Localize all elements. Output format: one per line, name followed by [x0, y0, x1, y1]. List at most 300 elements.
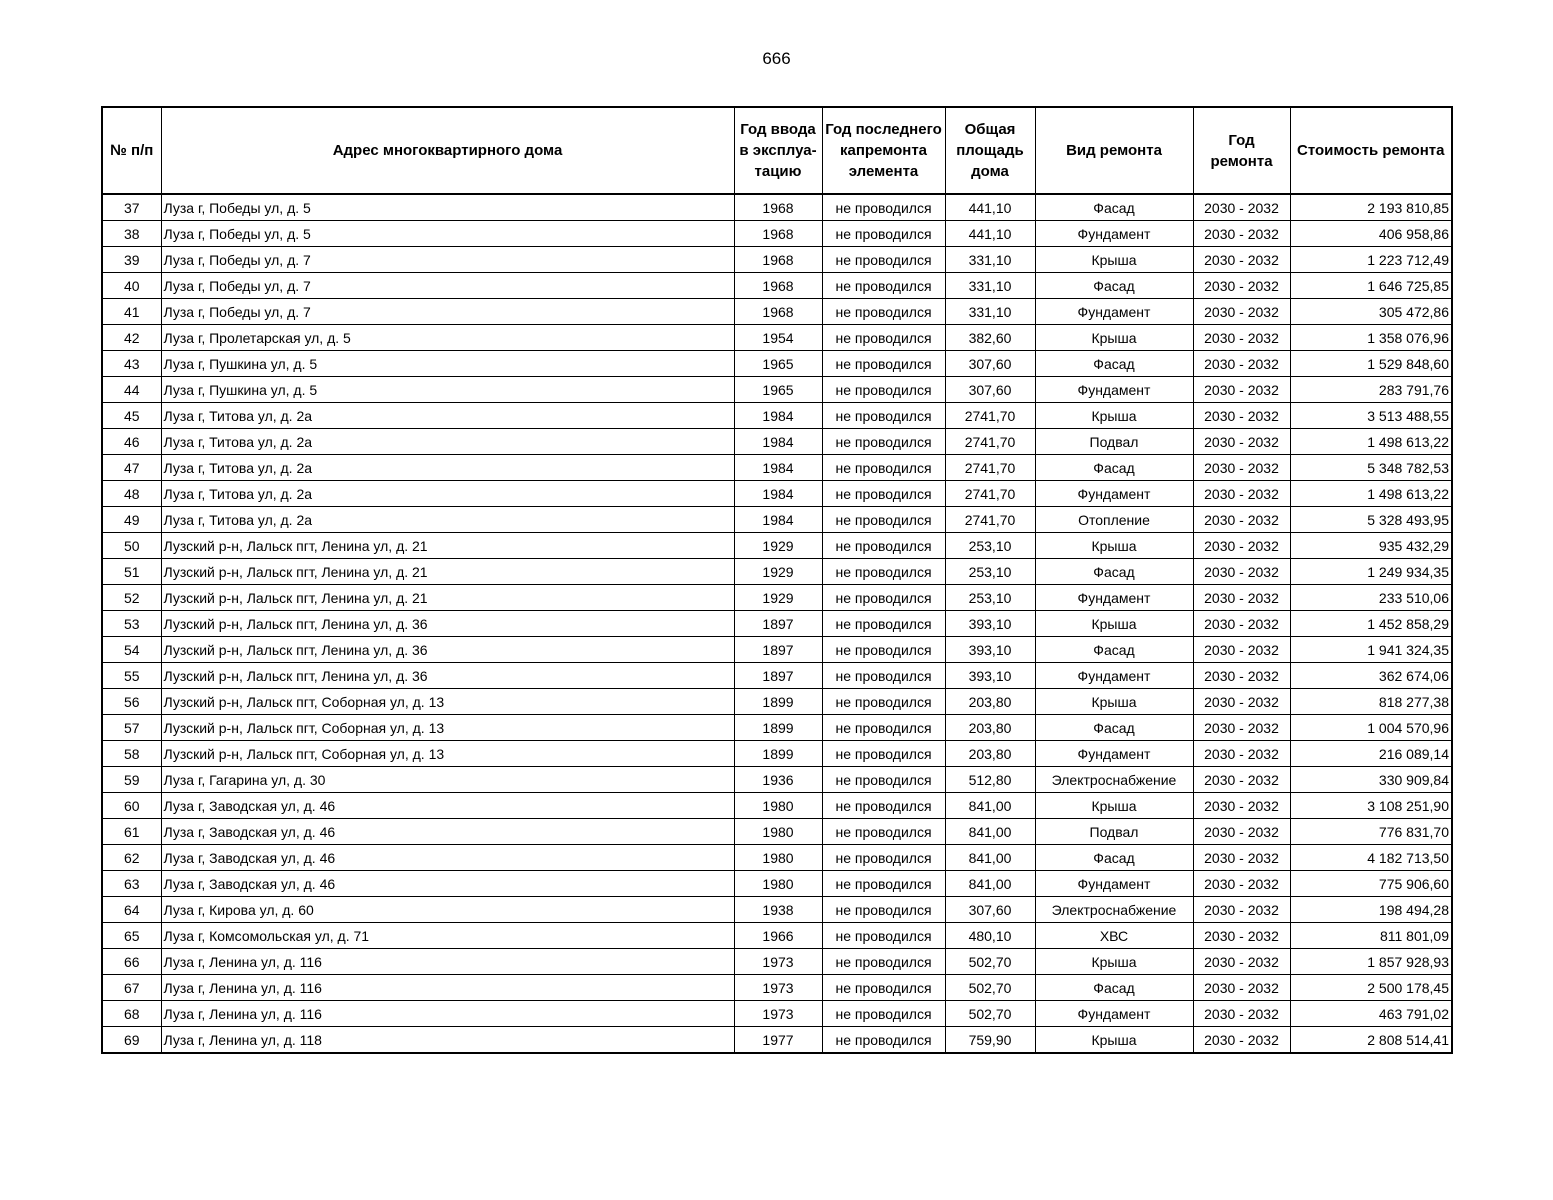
cell-area: 203,80 [945, 715, 1035, 741]
cell-year-built: 1968 [734, 221, 822, 247]
table-row [102, 273, 1452, 299]
cell-num: 39 [102, 247, 161, 273]
cell-repair-type: Фасад [1035, 845, 1193, 871]
cell-last-repair: не проводился [822, 741, 945, 767]
cell-address: Луза г, Победы ул, д. 5 [161, 221, 734, 247]
cell-last-repair: не проводился [822, 507, 945, 533]
cell-repair-type: Крыша [1035, 325, 1193, 351]
cell-last-repair: не проводился [822, 403, 945, 429]
cell-cost: 5 348 782,53 [1290, 455, 1452, 481]
cell-cost: 3 108 251,90 [1290, 793, 1452, 819]
cell-num: 49 [102, 507, 161, 533]
cell-year-built: 1954 [734, 325, 822, 351]
cell-last-repair: не проводился [822, 533, 945, 559]
table-row [102, 897, 1452, 923]
cell-cost: 305 472,86 [1290, 299, 1452, 325]
cell-last-repair: не проводился [822, 793, 945, 819]
cell-address: Луза г, Заводская ул, д. 46 [161, 793, 734, 819]
cell-area: 502,70 [945, 949, 1035, 975]
cell-num: 61 [102, 819, 161, 845]
cell-repair-year: 2030 - 2032 [1193, 689, 1290, 715]
table-row [102, 403, 1452, 429]
cell-address: Лузский р-н, Лальск пгт, Соборная ул, д. 13 [161, 741, 734, 767]
cell-year-built: 1968 [734, 273, 822, 299]
table-row [102, 325, 1452, 351]
cell-repair-type: Крыша [1035, 247, 1193, 273]
cell-year-built: 1899 [734, 689, 822, 715]
cell-repair-year: 2030 - 2032 [1193, 897, 1290, 923]
cell-address: Лузский р-н, Лальск пгт, Ленина ул, д. 36 [161, 663, 734, 689]
cell-year-built: 1897 [734, 637, 822, 663]
cell-last-repair: не проводился [822, 299, 945, 325]
cell-cost: 1 249 934,35 [1290, 559, 1452, 585]
cell-address: Луза г, Комсомольская ул, д. 71 [161, 923, 734, 949]
cell-repair-year: 2030 - 2032 [1193, 923, 1290, 949]
table-row [102, 949, 1452, 975]
table-row [102, 1027, 1452, 1054]
cell-address: Луза г, Победы ул, д. 7 [161, 247, 734, 273]
cell-address: Лузский р-н, Лальск пгт, Соборная ул, д. 13 [161, 689, 734, 715]
cell-repair-year: 2030 - 2032 [1193, 351, 1290, 377]
cell-repair-year: 2030 - 2032 [1193, 403, 1290, 429]
cell-num: 58 [102, 741, 161, 767]
cell-repair-type: Фасад [1035, 194, 1193, 221]
cell-year-built: 1980 [734, 845, 822, 871]
cell-num: 67 [102, 975, 161, 1001]
cell-address: Луза г, Заводская ул, д. 46 [161, 871, 734, 897]
cell-repair-year: 2030 - 2032 [1193, 247, 1290, 273]
cell-year-built: 1899 [734, 741, 822, 767]
cell-last-repair: не проводился [822, 429, 945, 455]
cell-last-repair: не проводился [822, 949, 945, 975]
cell-num: 42 [102, 325, 161, 351]
cell-area: 502,70 [945, 975, 1035, 1001]
cell-num: 46 [102, 429, 161, 455]
cell-last-repair: не проводился [822, 819, 945, 845]
cell-repair-type: Крыша [1035, 611, 1193, 637]
header-row [102, 107, 1452, 194]
cell-area: 841,00 [945, 845, 1035, 871]
header-repair-type: Вид ремонта [1035, 107, 1193, 194]
cell-repair-year: 2030 - 2032 [1193, 585, 1290, 611]
cell-cost: 1 223 712,49 [1290, 247, 1452, 273]
cell-address: Луза г, Победы ул, д. 7 [161, 273, 734, 299]
cell-cost: 2 808 514,41 [1290, 1027, 1452, 1054]
cell-cost: 463 791,02 [1290, 1001, 1452, 1027]
cell-num: 68 [102, 1001, 161, 1027]
cell-repair-type: Крыша [1035, 689, 1193, 715]
cell-year-built: 1973 [734, 949, 822, 975]
cell-repair-type: Фундамент [1035, 1001, 1193, 1027]
cell-repair-year: 2030 - 2032 [1193, 1001, 1290, 1027]
cell-cost: 216 089,14 [1290, 741, 1452, 767]
cell-repair-year: 2030 - 2032 [1193, 819, 1290, 845]
cell-repair-type: Фундамент [1035, 585, 1193, 611]
cell-address: Лузский р-н, Лальск пгт, Ленина ул, д. 36 [161, 637, 734, 663]
table-row [102, 585, 1452, 611]
cell-repair-year: 2030 - 2032 [1193, 663, 1290, 689]
cell-cost: 775 906,60 [1290, 871, 1452, 897]
cell-cost: 283 791,76 [1290, 377, 1452, 403]
header-area: Общая площадь дома [945, 107, 1035, 194]
cell-last-repair: не проводился [822, 221, 945, 247]
cell-repair-type: Фундамент [1035, 221, 1193, 247]
cell-repair-year: 2030 - 2032 [1193, 325, 1290, 351]
cell-last-repair: не проводился [822, 975, 945, 1001]
cell-repair-type: Подвал [1035, 429, 1193, 455]
cell-cost: 4 182 713,50 [1290, 845, 1452, 871]
cell-year-built: 1984 [734, 507, 822, 533]
cell-num: 55 [102, 663, 161, 689]
cell-repair-type: Фундамент [1035, 481, 1193, 507]
table-row [102, 767, 1452, 793]
cell-repair-year: 2030 - 2032 [1193, 455, 1290, 481]
cell-address: Луза г, Заводская ул, д. 46 [161, 845, 734, 871]
cell-repair-type: Фундамент [1035, 299, 1193, 325]
table-row [102, 845, 1452, 871]
cell-year-built: 1980 [734, 819, 822, 845]
cell-repair-year: 2030 - 2032 [1193, 949, 1290, 975]
header-repair-year: Год ремонта [1193, 107, 1290, 194]
cell-repair-type: Крыша [1035, 403, 1193, 429]
cell-cost: 1 498 613,22 [1290, 481, 1452, 507]
cell-repair-year: 2030 - 2032 [1193, 273, 1290, 299]
cell-repair-year: 2030 - 2032 [1193, 194, 1290, 221]
header-num: № п/п [102, 107, 161, 194]
cell-last-repair: не проводился [822, 273, 945, 299]
table-row [102, 611, 1452, 637]
cell-year-built: 1973 [734, 1001, 822, 1027]
cell-area: 841,00 [945, 819, 1035, 845]
cell-num: 59 [102, 767, 161, 793]
cell-area: 2741,70 [945, 507, 1035, 533]
cell-cost: 330 909,84 [1290, 767, 1452, 793]
cell-repair-year: 2030 - 2032 [1193, 975, 1290, 1001]
cell-repair-type: Электроснабжение [1035, 897, 1193, 923]
cell-cost: 1 498 613,22 [1290, 429, 1452, 455]
table-row [102, 221, 1452, 247]
table-header [102, 107, 1452, 194]
cell-area: 253,10 [945, 585, 1035, 611]
cell-num: 47 [102, 455, 161, 481]
table-row [102, 741, 1452, 767]
cell-repair-type: Крыша [1035, 533, 1193, 559]
cell-num: 56 [102, 689, 161, 715]
table-row [102, 689, 1452, 715]
cell-num: 43 [102, 351, 161, 377]
cell-address: Лузский р-н, Лальск пгт, Ленина ул, д. 21 [161, 559, 734, 585]
header-year-built: Год ввода в эксплуа-тацию [734, 107, 822, 194]
table-row [102, 194, 1452, 221]
header-cost: Стоимость ремонта [1290, 107, 1452, 194]
cell-repair-type: Отопление [1035, 507, 1193, 533]
cell-repair-type: Фундамент [1035, 663, 1193, 689]
cell-year-built: 1965 [734, 351, 822, 377]
cell-year-built: 1984 [734, 403, 822, 429]
cell-address: Луза г, Пушкина ул, д. 5 [161, 377, 734, 403]
cell-address: Луза г, Заводская ул, д. 46 [161, 819, 734, 845]
cell-repair-type: Подвал [1035, 819, 1193, 845]
cell-repair-type: Фасад [1035, 975, 1193, 1001]
cell-num: 63 [102, 871, 161, 897]
cell-year-built: 1984 [734, 481, 822, 507]
cell-last-repair: не проводился [822, 663, 945, 689]
cell-address: Луза г, Титова ул, д. 2а [161, 455, 734, 481]
cell-year-built: 1897 [734, 663, 822, 689]
cell-year-built: 1980 [734, 793, 822, 819]
cell-year-built: 1936 [734, 767, 822, 793]
cell-repair-type: Фундамент [1035, 377, 1193, 403]
table-row [102, 559, 1452, 585]
cell-last-repair: не проводился [822, 455, 945, 481]
cell-cost: 935 432,29 [1290, 533, 1452, 559]
cell-area: 331,10 [945, 299, 1035, 325]
cell-area: 393,10 [945, 663, 1035, 689]
cell-repair-year: 2030 - 2032 [1193, 845, 1290, 871]
cell-year-built: 1938 [734, 897, 822, 923]
cell-repair-year: 2030 - 2032 [1193, 533, 1290, 559]
cell-area: 382,60 [945, 325, 1035, 351]
cell-num: 65 [102, 923, 161, 949]
cell-year-built: 1897 [734, 611, 822, 637]
cell-address: Луза г, Ленина ул, д. 116 [161, 949, 734, 975]
cell-address: Луза г, Титова ул, д. 2а [161, 481, 734, 507]
table-row [102, 507, 1452, 533]
table-row [102, 819, 1452, 845]
cell-num: 66 [102, 949, 161, 975]
cell-repair-type: Фундамент [1035, 871, 1193, 897]
cell-cost: 776 831,70 [1290, 819, 1452, 845]
cell-year-built: 1980 [734, 871, 822, 897]
cell-year-built: 1929 [734, 585, 822, 611]
cell-repair-type: Фасад [1035, 351, 1193, 377]
cell-area: 393,10 [945, 637, 1035, 663]
cell-last-repair: не проводился [822, 611, 945, 637]
cell-last-repair: не проводился [822, 689, 945, 715]
cell-area: 307,60 [945, 351, 1035, 377]
cell-repair-year: 2030 - 2032 [1193, 871, 1290, 897]
cell-year-built: 1973 [734, 975, 822, 1001]
table-row [102, 637, 1452, 663]
cell-address: Лузский р-н, Лальск пгт, Ленина ул, д. 21 [161, 585, 734, 611]
cell-num: 51 [102, 559, 161, 585]
cell-cost: 406 958,86 [1290, 221, 1452, 247]
cell-area: 2741,70 [945, 403, 1035, 429]
cell-address: Луза г, Пролетарская ул, д. 5 [161, 325, 734, 351]
header-address: Адрес многоквартирного дома [161, 107, 734, 194]
cell-cost: 1 857 928,93 [1290, 949, 1452, 975]
cell-last-repair: не проводился [822, 923, 945, 949]
cell-num: 53 [102, 611, 161, 637]
cell-address: Луза г, Пушкина ул, д. 5 [161, 351, 734, 377]
cell-last-repair: не проводился [822, 325, 945, 351]
cell-num: 64 [102, 897, 161, 923]
cell-area: 841,00 [945, 793, 1035, 819]
table-row [102, 429, 1452, 455]
cell-num: 44 [102, 377, 161, 403]
cell-area: 203,80 [945, 689, 1035, 715]
cell-cost: 3 513 488,55 [1290, 403, 1452, 429]
cell-last-repair: не проводился [822, 1027, 945, 1054]
cell-year-built: 1899 [734, 715, 822, 741]
cell-num: 54 [102, 637, 161, 663]
cell-address: Луза г, Ленина ул, д. 116 [161, 975, 734, 1001]
cell-year-built: 1984 [734, 429, 822, 455]
cell-repair-year: 2030 - 2032 [1193, 767, 1290, 793]
cell-last-repair: не проводился [822, 897, 945, 923]
cell-year-built: 1968 [734, 194, 822, 221]
cell-num: 52 [102, 585, 161, 611]
cell-address: Луза г, Ленина ул, д. 116 [161, 1001, 734, 1027]
cell-last-repair: не проводился [822, 585, 945, 611]
cell-num: 48 [102, 481, 161, 507]
table-row [102, 533, 1452, 559]
cell-num: 41 [102, 299, 161, 325]
cell-area: 253,10 [945, 533, 1035, 559]
cell-repair-year: 2030 - 2032 [1193, 221, 1290, 247]
cell-area: 841,00 [945, 871, 1035, 897]
cell-cost: 362 674,06 [1290, 663, 1452, 689]
cell-repair-year: 2030 - 2032 [1193, 481, 1290, 507]
cell-num: 69 [102, 1027, 161, 1054]
cell-address: Луза г, Титова ул, д. 2а [161, 403, 734, 429]
page-number: 666 [762, 49, 791, 68]
cell-area: 393,10 [945, 611, 1035, 637]
cell-cost: 1 004 570,96 [1290, 715, 1452, 741]
table-row [102, 793, 1452, 819]
cell-repair-type: Фасад [1035, 455, 1193, 481]
table-row [102, 247, 1452, 273]
table-row [102, 351, 1452, 377]
cell-repair-year: 2030 - 2032 [1193, 507, 1290, 533]
cell-area: 2741,70 [945, 455, 1035, 481]
table-row [102, 455, 1452, 481]
table-body [102, 194, 1452, 1053]
header-last-repair: Год последнего капремонта элемента [822, 107, 945, 194]
cell-repair-year: 2030 - 2032 [1193, 611, 1290, 637]
cell-num: 50 [102, 533, 161, 559]
cell-last-repair: не проводился [822, 1001, 945, 1027]
cell-last-repair: не проводился [822, 481, 945, 507]
cell-address: Луза г, Титова ул, д. 2а [161, 429, 734, 455]
cell-area: 307,60 [945, 377, 1035, 403]
cell-num: 60 [102, 793, 161, 819]
cell-area: 441,10 [945, 221, 1035, 247]
cell-address: Луза г, Ленина ул, д. 118 [161, 1027, 734, 1054]
cell-area: 512,80 [945, 767, 1035, 793]
cell-cost: 198 494,28 [1290, 897, 1452, 923]
cell-cost: 1 358 076,96 [1290, 325, 1452, 351]
cell-year-built: 1968 [734, 247, 822, 273]
table-row [102, 663, 1452, 689]
cell-address: Луза г, Кирова ул, д. 60 [161, 897, 734, 923]
cell-repair-type: Фасад [1035, 273, 1193, 299]
cell-year-built: 1966 [734, 923, 822, 949]
table-row [102, 299, 1452, 325]
cell-year-built: 1929 [734, 533, 822, 559]
cell-cost: 2 193 810,85 [1290, 194, 1452, 221]
cell-repair-type: Фасад [1035, 559, 1193, 585]
cell-last-repair: не проводился [822, 767, 945, 793]
cell-area: 2741,70 [945, 429, 1035, 455]
cell-last-repair: не проводился [822, 715, 945, 741]
cell-year-built: 1929 [734, 559, 822, 585]
cell-cost: 1 452 858,29 [1290, 611, 1452, 637]
cell-repair-year: 2030 - 2032 [1193, 637, 1290, 663]
cell-num: 45 [102, 403, 161, 429]
table-row [102, 481, 1452, 507]
cell-cost: 2 500 178,45 [1290, 975, 1452, 1001]
cell-repair-year: 2030 - 2032 [1193, 377, 1290, 403]
cell-repair-year: 2030 - 2032 [1193, 299, 1290, 325]
cell-last-repair: не проводился [822, 871, 945, 897]
cell-year-built: 1965 [734, 377, 822, 403]
cell-area: 2741,70 [945, 481, 1035, 507]
cell-cost: 5 328 493,95 [1290, 507, 1452, 533]
table-row [102, 377, 1452, 403]
cell-repair-year: 2030 - 2032 [1193, 559, 1290, 585]
cell-address: Лузский р-н, Лальск пгт, Ленина ул, д. 36 [161, 611, 734, 637]
cell-last-repair: не проводился [822, 194, 945, 221]
cell-num: 62 [102, 845, 161, 871]
cell-area: 480,10 [945, 923, 1035, 949]
cell-repair-type: Электроснабжение [1035, 767, 1193, 793]
cell-repair-year: 2030 - 2032 [1193, 793, 1290, 819]
cell-year-built: 1984 [734, 455, 822, 481]
cell-area: 307,60 [945, 897, 1035, 923]
cell-address: Лузский р-н, Лальск пгт, Соборная ул, д. 13 [161, 715, 734, 741]
repair-registry-table [101, 106, 1453, 1054]
cell-cost: 1 646 725,85 [1290, 273, 1452, 299]
cell-area: 759,90 [945, 1027, 1035, 1054]
cell-num: 40 [102, 273, 161, 299]
cell-num: 57 [102, 715, 161, 741]
cell-year-built: 1977 [734, 1027, 822, 1054]
cell-area: 502,70 [945, 1001, 1035, 1027]
cell-year-built: 1968 [734, 299, 822, 325]
cell-repair-type: Крыша [1035, 793, 1193, 819]
table-row [102, 975, 1452, 1001]
cell-cost: 1 941 324,35 [1290, 637, 1452, 663]
cell-repair-type: Крыша [1035, 949, 1193, 975]
cell-last-repair: не проводился [822, 351, 945, 377]
cell-last-repair: не проводился [822, 845, 945, 871]
cell-last-repair: не проводился [822, 247, 945, 273]
cell-address: Лузский р-н, Лальск пгт, Ленина ул, д. 21 [161, 533, 734, 559]
cell-address: Луза г, Победы ул, д. 7 [161, 299, 734, 325]
cell-repair-year: 2030 - 2032 [1193, 741, 1290, 767]
cell-repair-year: 2030 - 2032 [1193, 1027, 1290, 1054]
cell-repair-type: ХВС [1035, 923, 1193, 949]
cell-area: 203,80 [945, 741, 1035, 767]
cell-last-repair: не проводился [822, 637, 945, 663]
table-row [102, 923, 1452, 949]
cell-cost: 233 510,06 [1290, 585, 1452, 611]
cell-address: Луза г, Гагарина ул, д. 30 [161, 767, 734, 793]
cell-repair-type: Фасад [1035, 637, 1193, 663]
cell-repair-type: Фундамент [1035, 741, 1193, 767]
cell-repair-year: 2030 - 2032 [1193, 429, 1290, 455]
cell-address: Луза г, Победы ул, д. 5 [161, 194, 734, 221]
cell-num: 37 [102, 194, 161, 221]
cell-last-repair: не проводился [822, 559, 945, 585]
cell-area: 253,10 [945, 559, 1035, 585]
cell-repair-type: Крыша [1035, 1027, 1193, 1054]
cell-area: 441,10 [945, 194, 1035, 221]
cell-address: Луза г, Титова ул, д. 2а [161, 507, 734, 533]
cell-num: 38 [102, 221, 161, 247]
cell-repair-type: Фасад [1035, 715, 1193, 741]
